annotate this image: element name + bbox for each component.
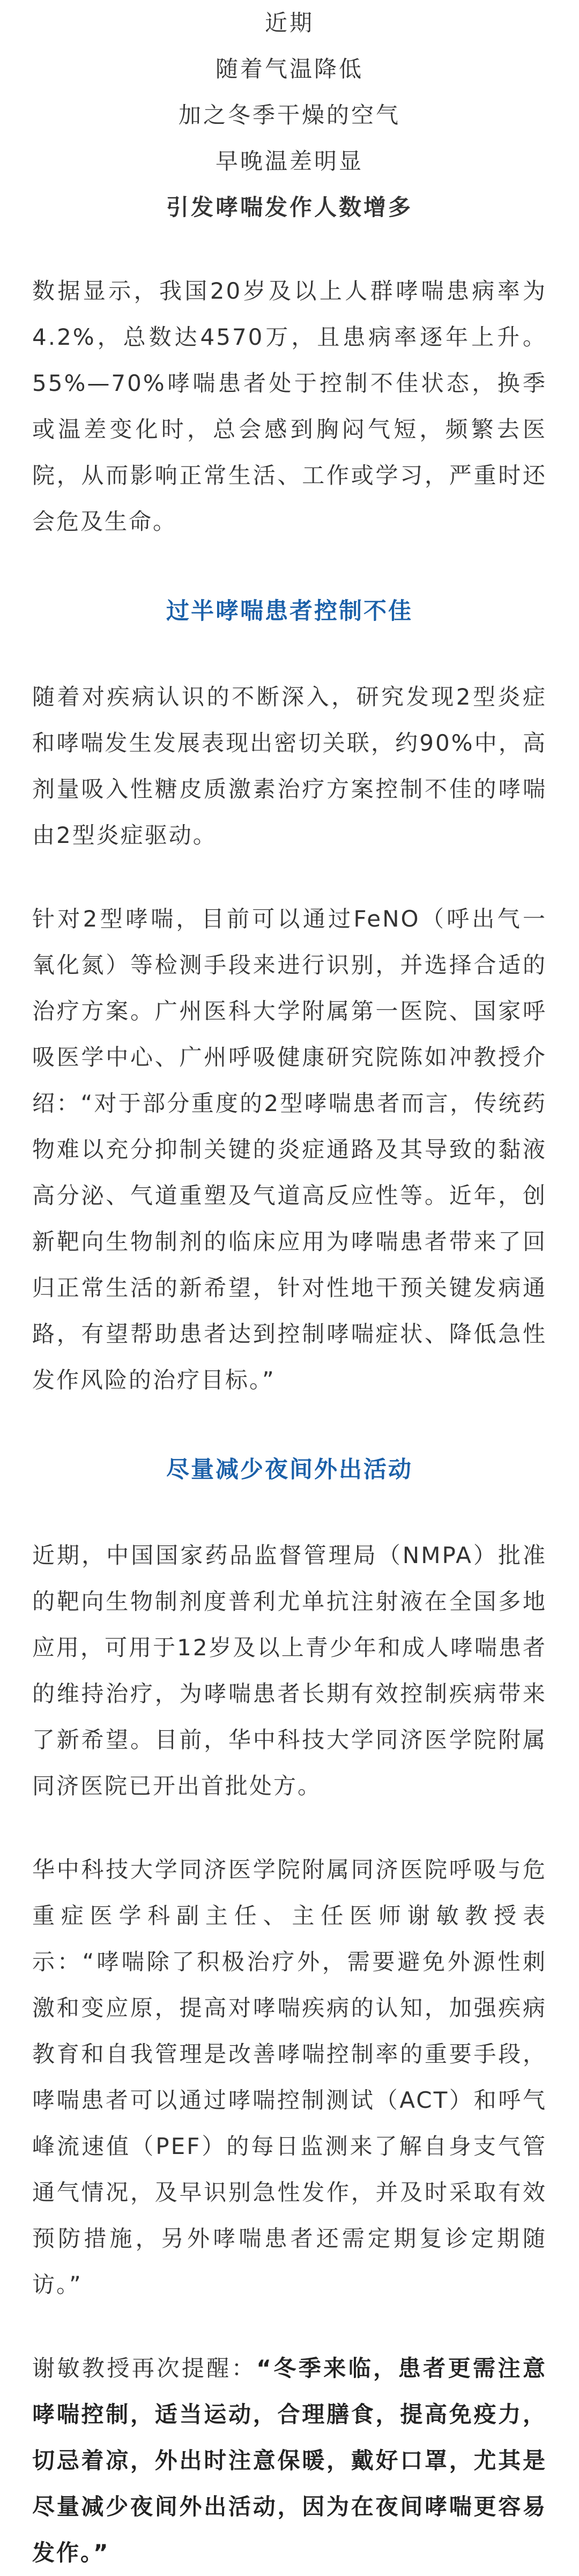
paragraph-final-reminder — [32, 2345, 547, 2576]
paragraph-feno-detection: 针对2型哮喘，目前可以通过FeNO（呼出气一氧化氮）等检测手段来进行识别，并选择合适的治疗方案。广州医科大学附属第一医院、国家呼吸医学中心、广州呼吸健康研究院陈如冲教授介绍：“对于部分重度的2型哮喘患者而言，传统药物难以充分抑制关键的炎症通路及其导致的黏液高分泌、气道重塑及气道高反应性等。近年，创新靶向生物制剂的临床应用为哮喘患者带来了回归正常生活的新希望，针对性地干预关键发病通路，有望帮助患者达到控制哮喘症状、降低急性发作风险的治疗目标。” — [32, 906, 547, 1393]
intro-emphasis: 引发哮喘发作人数增多 — [166, 194, 413, 220]
reminder-emphasis: “冬季来临，患者更需注意哮喘控制，适当运动，合理膳食，提高免疫力，切忌着凉，外出时注意保暖，戴好口罩，尤其是尽量减少夜间外出活动，因为在夜间哮喘更容易发作。” — [32, 2355, 547, 2566]
paragraph-expert-advice: 华中科技大学同济医学院附属同济医院呼吸与危重症医学科副主任、主任医师谢敏教授表示：“哮喘除了积极治疗外，需要避免外源性刺激和变应原，提高对哮喘疾病的认知，加强疾病教育和自我管理是改善哮喘控制率的重要手段，哮喘患者可以通过哮喘控制测试（ACT）和呼气峰流速值（PEF）的每日监测来了解自身支气管通气情况，及早识别急性发作，并及时采取有效预防措施，另外哮喘患者还需定期复诊定期随访。” — [32, 1856, 547, 2298]
reminder-lead: 谢敏教授再次提醒： — [32, 2355, 257, 2381]
intro-block — [32, 0, 547, 231]
intro-line-4: 早晚温差明显 — [215, 148, 363, 174]
section-heading-poor-control: 过半哮喘患者控制不佳 — [166, 598, 413, 625]
paragraph-type2-inflammation: 随着对疾病认识的不断深入，研究发现2型炎症和哮喘发生发展表现出密切关联，约90%中，高剂量吸入性糖皮质激素治疗方案控制不佳的哮喘由2型炎症驱动。 — [32, 684, 547, 848]
intro-line-2: 随着气温降低 — [215, 56, 363, 82]
paragraph-nmpa-approval: 近期，中国国家药品监督管理局（NMPA）批准的靶向生物制剂度普利尤单抗注射液在全国多地应用，可用于12岁及以上青少年和成人哮喘患者的维持治疗，为哮喘患者长期有效控制疾病带来了新希望。目前，华中科技大学同济医学院附属同济医院已开出首批处方。 — [32, 1542, 547, 1799]
intro-line-1: 近期 — [264, 10, 314, 36]
intro-line-3: 加之冬季干燥的空气 — [178, 102, 400, 128]
paragraph-statistics: 数据显示，我国20岁及以上人群哮喘患病率为4.2%，总数达4570万，且患病率逐年上升。55%—70%哮喘患者处于控制不佳状态，换季或温差变化时，总会感到胸闷气短，频繁去医院，从而影响正常生活、工作或学习，严重时还会危及生命。 — [32, 278, 547, 535]
section-heading-reduce-night-outings: 尽量减少夜间外出活动 — [166, 1456, 413, 1483]
